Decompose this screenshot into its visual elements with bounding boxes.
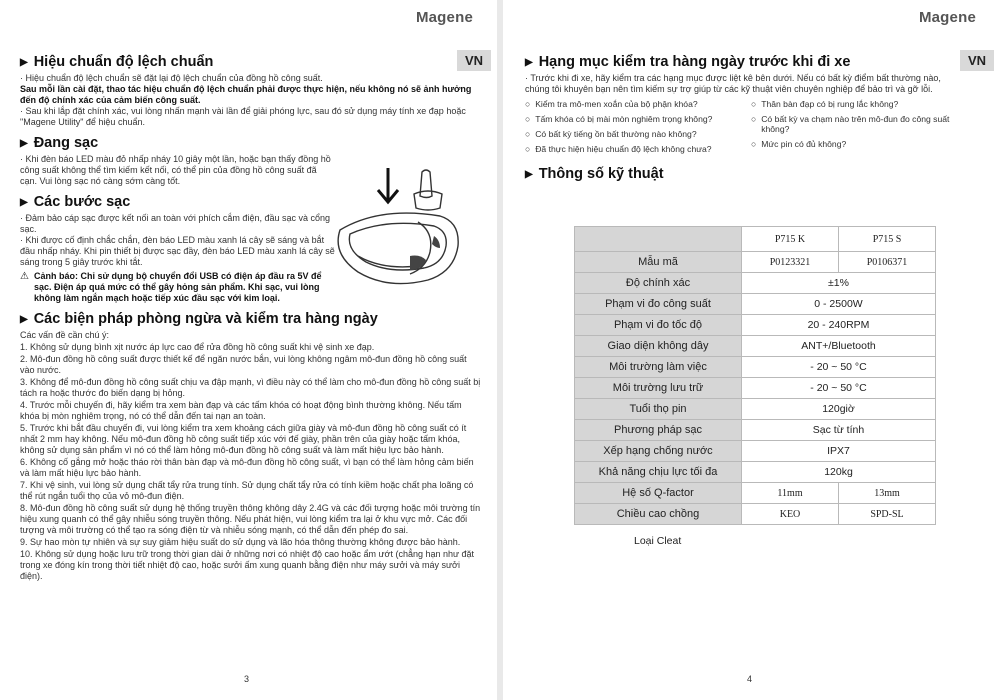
page-3	[0, 0, 497, 700]
section-calibration	[20, 54, 483, 128]
spec-row	[575, 441, 936, 462]
spec-row	[575, 462, 936, 483]
spec-value: Sạc từ tính	[742, 420, 936, 441]
spec-label: Xếp hạng chống nước	[575, 441, 742, 462]
section-precautions	[20, 311, 483, 582]
spec-label: Phạm vi đo công suất	[575, 294, 742, 315]
checklist	[525, 99, 986, 159]
section-specs	[525, 166, 986, 182]
page-4	[503, 0, 1000, 700]
list-item: 3. Không để mô-đun đồng hồ công suất chịu va đập mạnh, vì điều này có thể làm cho mô-đun đồng hồ công suất bị tách ra hoặc thước đo biến dạng bị hỏng.	[20, 377, 481, 398]
spec-value: KEO	[742, 504, 839, 525]
spec-value: 11mm	[742, 483, 839, 504]
spec-row	[575, 357, 936, 378]
spec-label: Khả năng chịu lực tối đa	[575, 462, 742, 483]
spec-value: P0106371	[839, 252, 936, 273]
brand-logo: Magene	[415, 9, 473, 26]
brand-logo: Magene	[918, 9, 976, 26]
spec-value: P0123321	[742, 252, 839, 273]
checklist-col-left	[525, 99, 751, 159]
spec-value: SPD-SL	[839, 504, 936, 525]
intro-text: Các vấn đề cần chú ý:	[20, 330, 110, 340]
section-title: ▶ Các biện pháp phòng ngừa và kiểm tra hàng ngày	[20, 311, 378, 327]
spec-row	[575, 252, 936, 273]
triangle-icon: ▶	[20, 314, 28, 325]
section-daily-checks	[525, 54, 986, 159]
section-title: ▶ Các bước sạc	[20, 194, 131, 210]
section-title: ▶ Đang sạc	[20, 135, 99, 151]
spec-col-header: P715 K	[742, 227, 839, 252]
language-badge: VN	[457, 50, 491, 71]
spec-value: 20 - 240RPM	[742, 315, 936, 336]
spec-label: Môi trường làm việc	[575, 357, 742, 378]
spec-row	[575, 294, 936, 315]
spec-value: - 20 ~ 50 °C	[742, 378, 936, 399]
language-badge: VN	[960, 50, 994, 71]
triangle-icon: ▶	[20, 197, 28, 208]
check-item: ○ Đã thực hiện hiệu chuẩn độ lệch không chưa?	[525, 144, 712, 154]
paragraph: · Đảm bảo cáp sạc được kết nối an toàn với phích cắm điện, đầu sạc và cổng sạc.	[20, 213, 330, 234]
list-item: 7. Khi vệ sinh, vui lòng sử dụng chất tẩy rửa trung tính. Sử dụng chất tẩy rửa có tính kiềm hoặc chất pha loãng có thể rút ngắn tuổi thọ của vỏ mô-đun điện.	[20, 480, 474, 501]
spec-label: Chiều cao chồng	[575, 504, 742, 525]
spec-header-row	[575, 227, 936, 252]
arrow-down-icon	[378, 168, 398, 202]
spec-value: ANT+/Bluetooth	[742, 336, 936, 357]
bold-paragraph: Sau mỗi lần cài đặt, thao tác hiệu chuẩn độ lệch chuẩn phải được thực hiện, nếu không nó sẽ ảnh hưởng đến độ chính xác của cảm biến công suất.	[20, 84, 472, 105]
warning-icon: ⚠	[20, 271, 29, 282]
triangle-icon: ▶	[525, 169, 533, 180]
triangle-icon: ▶	[20, 138, 28, 149]
spec-row	[575, 483, 936, 504]
spec-value: 13mm	[839, 483, 936, 504]
spec-row	[575, 504, 936, 525]
pedal-body	[338, 213, 458, 284]
spec-label: Phạm vi đo tốc độ	[575, 315, 742, 336]
spec-label: Giao diện không dây	[575, 336, 742, 357]
check-item: ○ Thân bàn đạp có bị rung lắc không?	[751, 99, 899, 109]
list-item: 2. Mô-đun đồng hồ công suất được thiết kế để ngăn nước bắn, vui lòng không ngâm mô-đun đồng hồ công suất vào nước.	[20, 354, 467, 375]
paragraph: · Sau khi lắp đặt chính xác, vui lòng nhấn mạnh vài lần để giải phóng lực, sau đó sử dụng máy tính xe đạp hoặc "Magene Utility" để hiệu chuẩn.	[20, 106, 466, 127]
triangle-icon: ▶	[20, 57, 28, 68]
paragraph: · Khi được cố định chắc chắn, đèn báo LED màu xanh lá cây sẽ sáng và bắt đầu nhấp nháy. Khi pin thiết bị được sạc đầy, đèn báo LED màu xanh lá cây sẽ sáng trong 5 giây trước khi tắt.	[20, 235, 335, 267]
spec-label: Phương pháp sạc	[575, 420, 742, 441]
section-title: ▶ Thông số kỹ thuật	[525, 166, 664, 182]
section-title: ▶ Hạng mục kiểm tra hàng ngày trước khi đi xe	[525, 54, 851, 70]
spec-row	[575, 336, 936, 357]
paragraph: · Hiệu chuẩn độ lệch chuẩn sẽ đặt lại độ lệch chuẩn của đồng hồ công suất.	[20, 73, 323, 83]
list-item: 1. Không sử dụng bình xịt nước áp lực cao để rửa đồng hồ công suất khi vệ sinh xe đạp.	[20, 342, 375, 352]
pedal-charging-illustration	[318, 160, 468, 320]
check-item: ○ Mức pin có đủ không?	[751, 139, 847, 149]
check-item: ○ Có bất kỳ tiếng ồn bất thường nào không?	[525, 129, 697, 139]
spec-label: Hệ số Q-factor	[575, 483, 742, 504]
spec-label: Môi trường lưu trữ	[575, 378, 742, 399]
spec-table	[574, 226, 936, 525]
list-item: 10. Không sử dụng hoặc lưu trữ trong thời gian dài ở những nơi có nhiệt độ cao hoặc ẩm ướt (chẳng hạn như đặt trong xe đóng kín trong thời tiết nhiệt độ cao, hoặc sưởi ấm xung quanh bằng điện như máy sưởi và máy sưởi điện).	[20, 549, 475, 581]
checklist-col-right	[751, 99, 951, 159]
spec-row	[575, 399, 936, 420]
spec-label: Mẫu mã	[575, 252, 742, 273]
check-item: ○ Tấm khóa có bị mài mòn nghiêm trọng không?	[525, 114, 713, 124]
triangle-icon: ▶	[525, 57, 533, 68]
list-item: 4. Trước mỗi chuyến đi, hãy kiểm tra xem bàn đạp và các tấm khóa có hoạt động bình thường không. Nếu tấm khóa bị mòn nghiêm trọng, nó có thể dẫn đến tai nạn an toàn.	[20, 400, 462, 421]
cleat-type-note: Loại Cleat	[634, 535, 682, 547]
list-item: 8. Mô-đun đồng hồ công suất sử dụng hệ thống truyền thông không dây 2.4G và các đối tượng hoặc môi trường tín hiệu xung quanh có thể gây nhiễu sóng truyền thông. Nếu phát hiện, vui lòng kiểm tra lại ở khu vực mở. Các đối tượng và môi trường có thể tạo ra sóng điện từ và nhiễu sóng mạnh, có thể dẫn đến phép đo sai.	[20, 503, 481, 535]
spec-row	[575, 378, 936, 399]
spec-row	[575, 273, 936, 294]
section-title: ▶ Hiệu chuẩn độ lệch chuẩn	[20, 54, 214, 70]
spec-value: ±1%	[742, 273, 936, 294]
paragraph: · Khi đèn báo LED màu đỏ nhấp nháy 10 giây một lần, hoặc bạn thấy đồng hồ công suất không thể tìm kiếm kết nối, có thể pin của đồng hồ công suất đã cạn. Vui lòng sạc nó càng sớm càng tốt.	[20, 154, 331, 186]
charger-plug	[414, 170, 442, 210]
page-number: 4	[747, 674, 753, 684]
spec-label: Tuổi thọ pin	[575, 399, 742, 420]
paragraph: · Trước khi đi xe, hãy kiểm tra các hạng mục được liệt kê bên dưới. Nếu có bất kỳ điểm bất thường nào, chúng tôi khuyên bạn nên tìm kiếm sự trợ giúp từ các kỹ thuật viên chuyên nghiệp để bảo trì và gỡ lỗi.	[525, 73, 941, 94]
spec-row	[575, 315, 936, 336]
warning-text: Cảnh báo: Chỉ sử dụng bộ chuyển đổi USB có điện áp đầu ra 5V để sạc. Điện áp quá mức có thể gây hỏng sản phẩm. Khi sạc, vui lòng không làm ngắn mạch hoặc tiếp xúc đầu sạc với kim loại.	[33, 271, 322, 303]
spec-value: 0 - 2500W	[742, 294, 936, 315]
spec-header-blank	[575, 227, 742, 252]
spec-label: Độ chính xác	[575, 273, 742, 294]
spec-value: IPX7	[742, 441, 936, 462]
page-number: 3	[244, 674, 250, 684]
list-item: 5. Trước khi bắt đầu chuyến đi, vui lòng kiểm tra xem khoảng cách giữa giày và mô-đun đồng hồ công suất có ít nhất 2 mm hay không. Nếu mô-đun đồng hồ công suất tiếp xúc với đế giày, phần trên của giày hoặc tấm khóa, không sử dụng sản phẩm vì nó có thể làm hỏng mô-đun đồng hồ công suất và làm mất hiệu lực bảo hành.	[20, 423, 467, 455]
spec-value: 120giờ	[742, 399, 936, 420]
list-item: 6. Không cố gắng mở hoặc tháo rời thân bàn đạp và mô-đun đồng hồ công suất, vì bạn có thể làm hỏng cảm biến và làm mất hiệu lực bảo hành.	[20, 457, 474, 478]
check-item: ○ Kiểm tra mô-men xoắn của bộ phận khóa?	[525, 99, 698, 109]
check-item: ○ Có bất kỳ va chạm nào trên mô-đun đo công suất không?	[751, 114, 950, 134]
list-item: 9. Sự hao mòn tự nhiên và sự suy giảm hiệu suất do sử dụng và lão hóa thông thường không được bảo hành.	[20, 537, 461, 547]
spec-value: 120kg	[742, 462, 936, 483]
spec-value: - 20 ~ 50 °C	[742, 357, 936, 378]
pedal-dark-parts	[410, 236, 440, 270]
warning-box	[20, 271, 330, 304]
spec-col-header: P715 S	[839, 227, 936, 252]
spec-row	[575, 420, 936, 441]
